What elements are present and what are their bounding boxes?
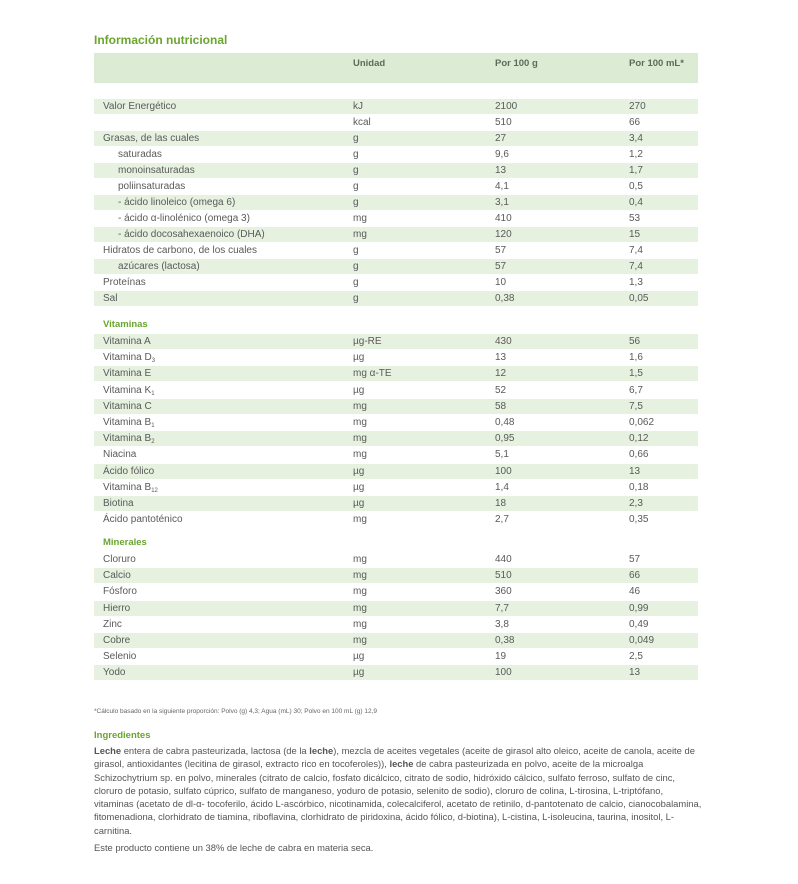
unit-cell: mg	[353, 586, 367, 598]
header-per-100ml: Por 100 mL*	[629, 58, 684, 69]
nutrient-name: monoinsaturadas	[118, 165, 195, 176]
per-100g-cell: 27	[495, 133, 507, 144]
per-100ml-cell: 0,66	[629, 449, 649, 461]
per-100ml-cell: 1,6	[629, 352, 643, 364]
per-100g-cell: 1,4	[495, 481, 509, 493]
unit-cell: mg	[353, 554, 367, 565]
per-100ml-cell: 0,049	[629, 635, 655, 646]
nutrient-name: Hidratos de carbono, de los cuales	[103, 245, 257, 256]
per-100g-cell: 5,1	[495, 449, 509, 461]
per-100ml-cell: 1,2	[629, 149, 643, 160]
per-100g-cell: 58	[495, 400, 507, 412]
nutrient-label	[103, 633, 130, 648]
allergen-highlight: Leche	[94, 745, 122, 756]
nutrient-label	[103, 275, 146, 290]
nutrient-name: Ácido fólico	[103, 465, 155, 477]
nutrient-label	[103, 131, 199, 146]
nutrient-name: Vitamina B	[103, 433, 152, 445]
table-row	[94, 131, 698, 146]
nutrient-label	[103, 399, 152, 414]
per-100ml-cell: 66	[629, 117, 641, 128]
per-100ml-cell: 0,12	[629, 433, 649, 445]
per-100g-cell: 57	[495, 261, 507, 272]
per-100ml-cell: 7,4	[629, 261, 643, 272]
unit-cell: µg	[353, 465, 365, 477]
unit-cell: µg-RE	[353, 336, 382, 347]
nutrient-label	[103, 464, 154, 479]
nutrient-label	[103, 512, 183, 527]
nutrient-label	[103, 431, 155, 446]
per-100g-cell: 510	[495, 117, 512, 128]
allergen-highlight: leche	[309, 745, 334, 756]
table-row	[94, 195, 698, 210]
per-100ml-cell: 0,062	[629, 417, 655, 428]
unit-cell: mg	[353, 400, 367, 412]
per-100ml-cell: 66	[629, 570, 641, 582]
nutrient-name: Sal	[103, 293, 118, 304]
per-100g-cell: 0,48	[495, 417, 515, 428]
table-row	[94, 552, 698, 567]
per-100g-cell: 510	[495, 570, 512, 582]
table-row	[94, 243, 698, 258]
per-100g-cell: 9,6	[495, 149, 509, 160]
nutrient-label	[103, 383, 155, 398]
per-100g-cell: 2,7	[495, 514, 509, 526]
nutrient-label	[118, 259, 200, 274]
nutrient-name: Vitamina B	[103, 481, 152, 493]
nutrient-name: Valor Energético	[103, 101, 177, 112]
unit-cell: kJ	[353, 101, 363, 112]
unit-cell: µg	[353, 352, 365, 364]
per-100ml-cell: 0,05	[629, 293, 649, 304]
unit-cell: µg	[353, 498, 365, 509]
nutrient-label	[103, 415, 155, 430]
nutrient-name: Fósforo	[103, 586, 137, 598]
minerals-section-title: Minerales	[103, 537, 147, 548]
table-row	[94, 366, 698, 381]
unit-cell: µg	[353, 481, 365, 493]
header-unit: Unidad	[353, 58, 386, 69]
table-row	[94, 211, 698, 226]
unit-cell: µg	[353, 667, 365, 679]
per-100g-cell: 13	[495, 165, 507, 176]
table-row	[94, 334, 698, 349]
nutrient-name: Vitamina A	[103, 336, 151, 347]
per-100g-cell: 0,38	[495, 293, 515, 304]
footnote: *Cálculo basado en la siguiente proporción: Polvo (g) 4,3; Agua (mL) 30; Polvo en 100 mL (g) 12,9	[94, 708, 378, 715]
per-100g-cell: 410	[495, 213, 512, 224]
nutrient-subscript: 12	[151, 487, 158, 494]
per-100ml-cell: 0,5	[629, 181, 643, 192]
nutrient-label	[103, 496, 134, 511]
table-header	[94, 53, 698, 83]
nutrient-name: Vitamina C	[103, 400, 152, 412]
nutrient-label	[118, 179, 185, 194]
per-100g-cell: 52	[495, 384, 507, 396]
per-100g-cell: 0,95	[495, 433, 515, 445]
table-row	[94, 649, 698, 664]
per-100g-cell: 18	[495, 498, 507, 509]
per-100ml-cell: 0,18	[629, 481, 649, 493]
nutrient-label	[103, 447, 136, 462]
per-100ml-cell: 1,5	[629, 368, 643, 380]
per-100ml-cell: 0,4	[629, 197, 643, 208]
table-row	[94, 665, 698, 680]
table-row	[94, 227, 698, 242]
per-100ml-cell: 2,3	[629, 498, 643, 509]
unit-cell: g	[353, 277, 359, 288]
table-row	[94, 584, 698, 599]
unit-cell: g	[353, 181, 359, 192]
per-100ml-cell: 1,7	[629, 165, 643, 176]
nutrient-label	[118, 163, 195, 178]
nutrient-label	[103, 366, 151, 381]
nutrient-name: - ácido α-linolénico (omega 3)	[118, 213, 250, 224]
table-row	[94, 115, 698, 130]
nutrient-name: Vitamina E	[103, 368, 152, 380]
per-100g-cell: 13	[495, 352, 507, 364]
table-row	[94, 275, 698, 290]
per-100ml-cell: 0,99	[629, 602, 649, 614]
unit-cell: mg	[353, 635, 367, 646]
unit-cell: g	[353, 165, 359, 176]
nutrient-subscript: 1	[151, 390, 155, 397]
nutrient-label	[103, 617, 122, 632]
per-100ml-cell: 270	[629, 101, 646, 112]
unit-cell: g	[353, 133, 359, 144]
unit-cell: mg	[353, 602, 367, 614]
nutrient-name: Biotina	[103, 498, 134, 509]
unit-cell: g	[353, 261, 359, 272]
per-100g-cell: 4,1	[495, 181, 509, 192]
nutrient-name: Niacina	[103, 449, 137, 461]
unit-cell: mg	[353, 449, 367, 461]
nutrient-label	[118, 147, 162, 162]
nutrient-name: saturadas	[118, 149, 162, 160]
nutrient-subscript: 2	[151, 439, 155, 446]
ingredients-segment: de cabra pasteurizada en polvo, aceite de la microalga Schizochytrium sp. en polvo, minerales (citrato de calcio, fosfato dicálcico, citrato de sodio, hidróxido cálcico, sulfato ferroso, sulfato de cinc, cloruro de potasio, sulfato cúprico, sulfato de manganeso, yoduro de potasio, selenito de sodio), cloruro de colina, L-tirosina, L-triptófano, vitaminas (acetato de dl-α- tocoferilo, ácido L-ascórbico, nicotinamida, colecalciferol, acetato de retinilo, d-pantotenato de calcio, cianocobalamina, fitomenadiona, clorhidrato de tiamina, riboflavina, clorhidrato de piridoxina, ácido fólico, d-biotina), L-cistina, L-isoleucina, taurina, inositol, L-carnitina.	[94, 758, 702, 836]
per-100g-cell: 3,8	[495, 618, 509, 630]
nutrient-label	[103, 291, 117, 306]
nutrient-name: - ácido docosahexaenoico (DHA)	[118, 229, 265, 240]
table-row	[94, 633, 698, 648]
per-100ml-cell: 7,5	[629, 400, 643, 412]
nutrient-name: Vitamina K	[103, 384, 152, 396]
nutrient-name: Grasas, de las cuales	[103, 133, 200, 144]
per-100g-cell: 19	[495, 651, 507, 663]
nutrient-subscript: 1	[151, 423, 155, 429]
table-row	[94, 163, 698, 178]
unit-cell: mg α-TE	[353, 368, 392, 380]
table-row	[94, 601, 698, 616]
header-per-100g: Por 100 g	[495, 58, 538, 69]
nutrient-name: Calcio	[103, 570, 131, 582]
per-100ml-cell: 0,35	[629, 514, 649, 526]
nutrient-label	[118, 211, 250, 226]
per-100ml-cell: 1,3	[629, 277, 643, 288]
nutrient-name: Cobre	[103, 635, 131, 646]
unit-cell: g	[353, 293, 359, 304]
unit-cell: mg	[353, 570, 367, 582]
per-100g-cell: 360	[495, 586, 512, 598]
unit-cell: mg	[353, 618, 367, 630]
nutrient-label	[118, 195, 235, 210]
per-100ml-cell: 56	[629, 336, 641, 347]
unit-cell: kcal	[353, 117, 371, 128]
table-row	[94, 399, 698, 414]
unit-cell: mg	[353, 433, 367, 445]
nutrient-name: Zinc	[103, 618, 122, 630]
table-row	[94, 415, 698, 430]
nutrient-name: azúcares (lactosa)	[118, 261, 200, 272]
nutrient-label	[103, 568, 131, 583]
table-row	[94, 617, 698, 632]
table-row	[94, 512, 698, 527]
nutrient-label	[118, 227, 265, 242]
nutrient-name: Vitamina B	[103, 417, 152, 428]
nutrient-name: Yodo	[103, 667, 126, 679]
unit-cell: g	[353, 245, 359, 256]
table-row	[94, 350, 698, 365]
per-100ml-cell: 3,4	[629, 133, 643, 144]
per-100ml-cell: 13	[629, 667, 641, 679]
per-100g-cell: 12	[495, 368, 507, 380]
per-100ml-cell: 46	[629, 586, 641, 598]
table-row	[94, 480, 698, 495]
unit-cell: g	[353, 149, 359, 160]
nutrient-label	[103, 350, 155, 365]
ingredients-title: Ingredientes	[94, 730, 151, 741]
table-row	[94, 291, 698, 306]
ingredients-text	[94, 744, 704, 837]
nutrient-name: Proteínas	[103, 277, 146, 288]
per-100g-cell: 100	[495, 465, 512, 477]
nutrient-label	[103, 552, 136, 567]
nutrient-label	[103, 334, 151, 349]
table-row	[94, 431, 698, 446]
unit-cell: mg	[353, 417, 367, 428]
nutrient-name: Ácido pantoténico	[103, 514, 183, 526]
per-100ml-cell: 53	[629, 213, 641, 224]
per-100ml-cell: 6,7	[629, 384, 643, 396]
nutrient-subscript: 3	[151, 358, 156, 365]
table-row	[94, 383, 698, 398]
unit-cell: mg	[353, 213, 367, 224]
per-100ml-cell: 15	[629, 229, 641, 240]
vitamins-section-title: Vitaminas	[103, 319, 148, 330]
per-100g-cell: 100	[495, 667, 512, 679]
nutrient-name: Vitamina D	[103, 352, 152, 364]
unit-cell: mg	[353, 514, 367, 526]
nutrient-name: poliinsaturadas	[118, 181, 186, 192]
table-row	[94, 147, 698, 162]
unit-cell: g	[353, 197, 359, 208]
nutrient-label	[103, 99, 176, 114]
nutrient-label	[103, 601, 130, 616]
nutrient-label	[103, 480, 158, 495]
nutrient-name: Selenio	[103, 651, 137, 663]
per-100g-cell: 10	[495, 277, 507, 288]
per-100g-cell: 2100	[495, 101, 518, 112]
table-row	[94, 99, 698, 114]
per-100ml-cell: 0,49	[629, 618, 649, 630]
nutrient-name: - ácido linoleico (omega 6)	[118, 197, 236, 208]
ingredients-segment: ), mezcla de aceites vegetales (aceite de girasol alto oleico, aceite de canola, aceite de girasol, antioxidantes (lecitina de girasol, extracto rico en tocoferoles)),	[94, 745, 695, 770]
unit-cell: µg	[353, 651, 365, 663]
goat-milk-note: Este producto contiene un 38% de leche de cabra en materia seca.	[94, 842, 374, 853]
per-100ml-cell: 57	[629, 554, 641, 565]
unit-cell: mg	[353, 229, 367, 240]
table-row	[94, 568, 698, 583]
table-row	[94, 464, 698, 479]
allergen-highlight: leche	[389, 758, 414, 770]
table-row	[94, 496, 698, 511]
unit-cell: µg	[353, 384, 365, 396]
per-100g-cell: 430	[495, 336, 512, 347]
page-title: Información nutricional	[94, 33, 228, 47]
nutrient-label	[103, 584, 137, 599]
per-100g-cell: 440	[495, 554, 512, 565]
nutrient-label	[103, 665, 125, 680]
per-100g-cell: 7,7	[495, 602, 509, 614]
per-100ml-cell: 7,4	[629, 245, 643, 256]
table-row	[94, 259, 698, 274]
per-100ml-cell: 2,5	[629, 651, 643, 663]
per-100g-cell: 57	[495, 245, 507, 256]
nutrient-label	[103, 649, 136, 664]
per-100g-cell: 120	[495, 229, 512, 240]
per-100g-cell: 0,38	[495, 635, 515, 646]
ingredients-segment: entera de cabra pasteurizada, lactosa (de la	[121, 745, 310, 756]
per-100g-cell: 3,1	[495, 197, 509, 208]
table-row	[94, 179, 698, 194]
per-100ml-cell: 13	[629, 465, 641, 477]
nutrient-name: Hierro	[103, 602, 131, 614]
nutrient-name: Cloruro	[103, 554, 136, 565]
table-row	[94, 447, 698, 462]
nutrient-label	[103, 243, 257, 258]
